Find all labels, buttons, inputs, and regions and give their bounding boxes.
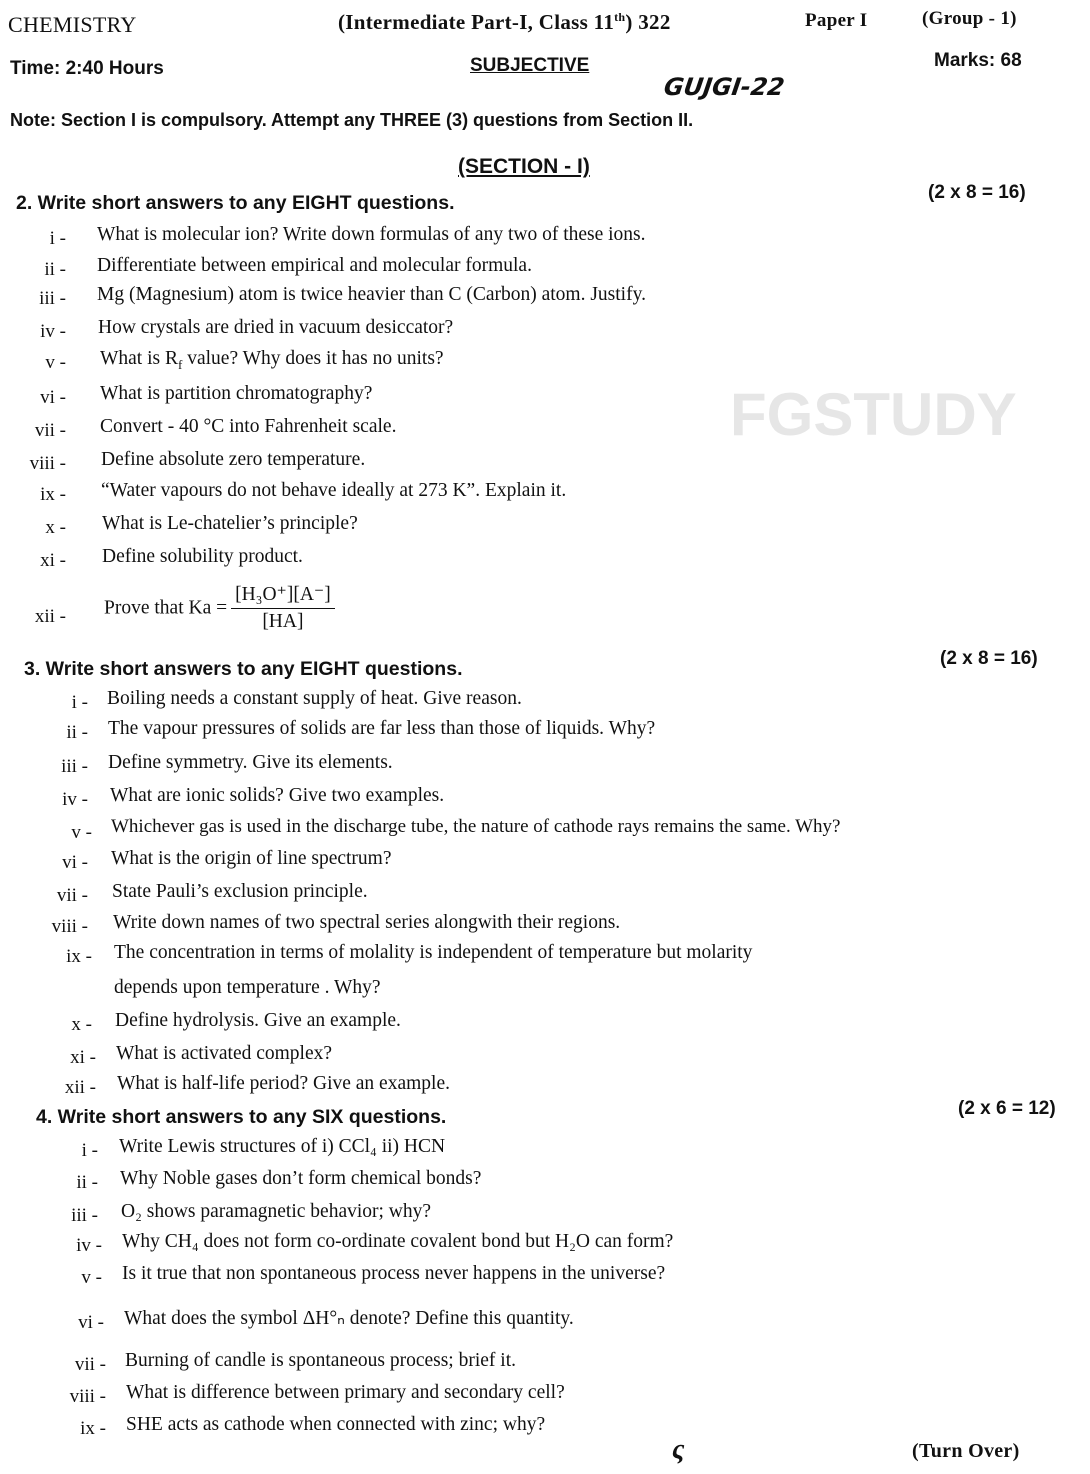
section-title: (SECTION - I)	[458, 155, 590, 178]
question-text: Burning of candle is spontaneous process; brief it.	[125, 1350, 516, 1371]
subject-title: CHEMISTRY	[8, 12, 137, 37]
class-sup: th	[614, 10, 626, 24]
ka-fraction	[231, 584, 335, 634]
q2-marks: (2 x 8 = 16)	[928, 182, 1026, 203]
item-number: x -	[45, 517, 66, 538]
item-number: iii -	[71, 1205, 98, 1226]
question-text-continuation: depends upon temperature . Why?	[114, 977, 381, 998]
item-number: ix -	[66, 946, 92, 967]
paper-type: SUBJECTIVE	[470, 55, 590, 76]
question-text: Write down names of two spectral series alongwith their regions.	[113, 912, 621, 933]
numerator: [H₃O⁺][A⁻]	[231, 584, 335, 609]
item-number: iv -	[62, 789, 88, 810]
question-text: What is Le-chatelier’s principle?	[102, 513, 358, 534]
item-number: i -	[49, 228, 66, 249]
question-text: Why Noble gases don’t form chemical bonds?	[120, 1168, 482, 1189]
text-part: Prove that Ka =	[104, 597, 228, 619]
question-text: Is it true that non spontaneous process never happens in the universe?	[122, 1263, 666, 1284]
question-text	[104, 584, 335, 634]
item-number: vii -	[74, 1354, 106, 1375]
question-text: Define absolute zero temperature.	[101, 449, 366, 470]
item-number: i -	[71, 692, 88, 713]
question-text: What are ionic solids? Give two examples.	[110, 785, 445, 806]
question-text	[100, 348, 444, 373]
question-text: How crystals are dried in vacuum desiccator?	[98, 317, 454, 338]
item-number: ii -	[76, 1172, 98, 1193]
item-number: v -	[71, 822, 92, 843]
item-number: xii -	[34, 606, 66, 627]
item-number: vi -	[40, 387, 66, 408]
question-text: Whichever gas is used in the discharge tube, the nature of cathode rays remains the same. Why?	[111, 816, 841, 837]
q4-marks: (2 x 6 = 12)	[958, 1098, 1056, 1119]
q3-marks: (2 x 8 = 16)	[940, 648, 1038, 669]
item-number: iv -	[76, 1235, 102, 1256]
item-number: xi -	[40, 550, 66, 571]
item-number: vii -	[34, 420, 66, 441]
question-text: Write Lewis structures of i) CCl₄ ii) HCN	[119, 1136, 446, 1157]
class-text: (Intermediate Part-I, Class 11	[338, 10, 615, 34]
question-text: What is partition chromatography?	[100, 383, 373, 404]
turn-over-label: (Turn Over)	[912, 1440, 1020, 1462]
question-text: “Water vapours do not behave ideally at 273 K”. Explain it.	[101, 480, 567, 501]
text-part: value? Why does it has no units?	[182, 348, 444, 369]
question-text: SHE acts as cathode when connected with zinc; why?	[126, 1414, 546, 1435]
item-number: xii -	[64, 1077, 96, 1098]
item-number: i -	[81, 1140, 98, 1161]
item-number: viii -	[29, 453, 66, 474]
instructions-note: Note: Section I is compulsory. Attempt any THREE (3) questions from Section II.	[10, 110, 694, 130]
question-text: Boiling needs a constant supply of heat. Give reason.	[107, 688, 522, 709]
item-number: iv -	[40, 321, 66, 342]
item-number: x -	[71, 1014, 92, 1035]
item-number: ix -	[40, 484, 66, 505]
text-part: What is R	[100, 348, 178, 369]
question-text: State Pauli’s exclusion principle.	[112, 881, 368, 902]
question-text: Define hydrolysis. Give an example.	[115, 1010, 401, 1031]
q3-title: 3. Write short answers to any EIGHT questions.	[24, 658, 463, 680]
question-text: What does the symbol ΔH°ₙ denote? Define this quantity.	[124, 1308, 574, 1329]
watermark: FGSTUDY	[730, 381, 1017, 448]
paper-label: Paper I	[805, 10, 868, 31]
item-number: ii -	[66, 722, 88, 743]
question-text: Define solubility product.	[102, 546, 303, 567]
handwritten-code: GUJGI-22	[662, 73, 787, 101]
time-label: Time: 2:40 Hours	[10, 58, 164, 79]
question-text: What is molecular ion? Write down formulas of any two of these ions.	[97, 224, 646, 245]
class-info	[338, 10, 671, 34]
question-text: O₂ shows paramagnetic behavior; why?	[121, 1201, 432, 1222]
item-number: viii -	[51, 916, 88, 937]
item-number: vi -	[78, 1312, 104, 1333]
handwritten-mark: ς	[672, 1434, 685, 1465]
item-number: v -	[45, 352, 66, 373]
class-code: ) 322	[625, 10, 671, 34]
item-number: xi -	[70, 1047, 96, 1068]
question-text: What is activated complex?	[116, 1043, 333, 1064]
denominator: [HA]	[262, 611, 304, 633]
item-number: vi -	[62, 852, 88, 873]
question-text: What is the origin of line spectrum?	[111, 848, 392, 869]
item-number: iii -	[39, 288, 66, 309]
question-text: Define symmetry. Give its elements.	[108, 752, 393, 773]
q2-title: 2. Write short answers to any EIGHT questions.	[16, 192, 455, 214]
question-text: Convert - 40 °C into Fahrenheit scale.	[100, 416, 397, 437]
group-label: (Group - 1)	[922, 8, 1017, 29]
marks-label: Marks: 68	[934, 50, 1022, 71]
subscript: f	[178, 356, 183, 372]
item-number: ii -	[44, 259, 66, 280]
item-number: vii -	[56, 885, 88, 906]
question-text: Mg (Magnesium) atom is twice heavier than C (Carbon) atom. Justify.	[97, 284, 646, 305]
question-text: The vapour pressures of solids are far less than those of liquids. Why?	[108, 718, 656, 739]
question-text: Why CH₄ does not form co-ordinate covalent bond but H₂O can form?	[122, 1231, 674, 1252]
item-number: iii -	[61, 756, 88, 777]
question-text: Differentiate between empirical and molecular formula.	[97, 255, 532, 276]
q4-title: 4. Write short answers to any SIX questions.	[36, 1106, 447, 1128]
question-text: What is difference between primary and secondary cell?	[126, 1382, 565, 1403]
item-number: ix -	[80, 1418, 106, 1439]
item-number: viii -	[69, 1386, 106, 1407]
question-text: What is half-life period? Give an example.	[117, 1073, 450, 1094]
question-text: The concentration in terms of molality is independent of temperature but molarity	[114, 942, 753, 963]
item-number: v -	[81, 1267, 102, 1288]
